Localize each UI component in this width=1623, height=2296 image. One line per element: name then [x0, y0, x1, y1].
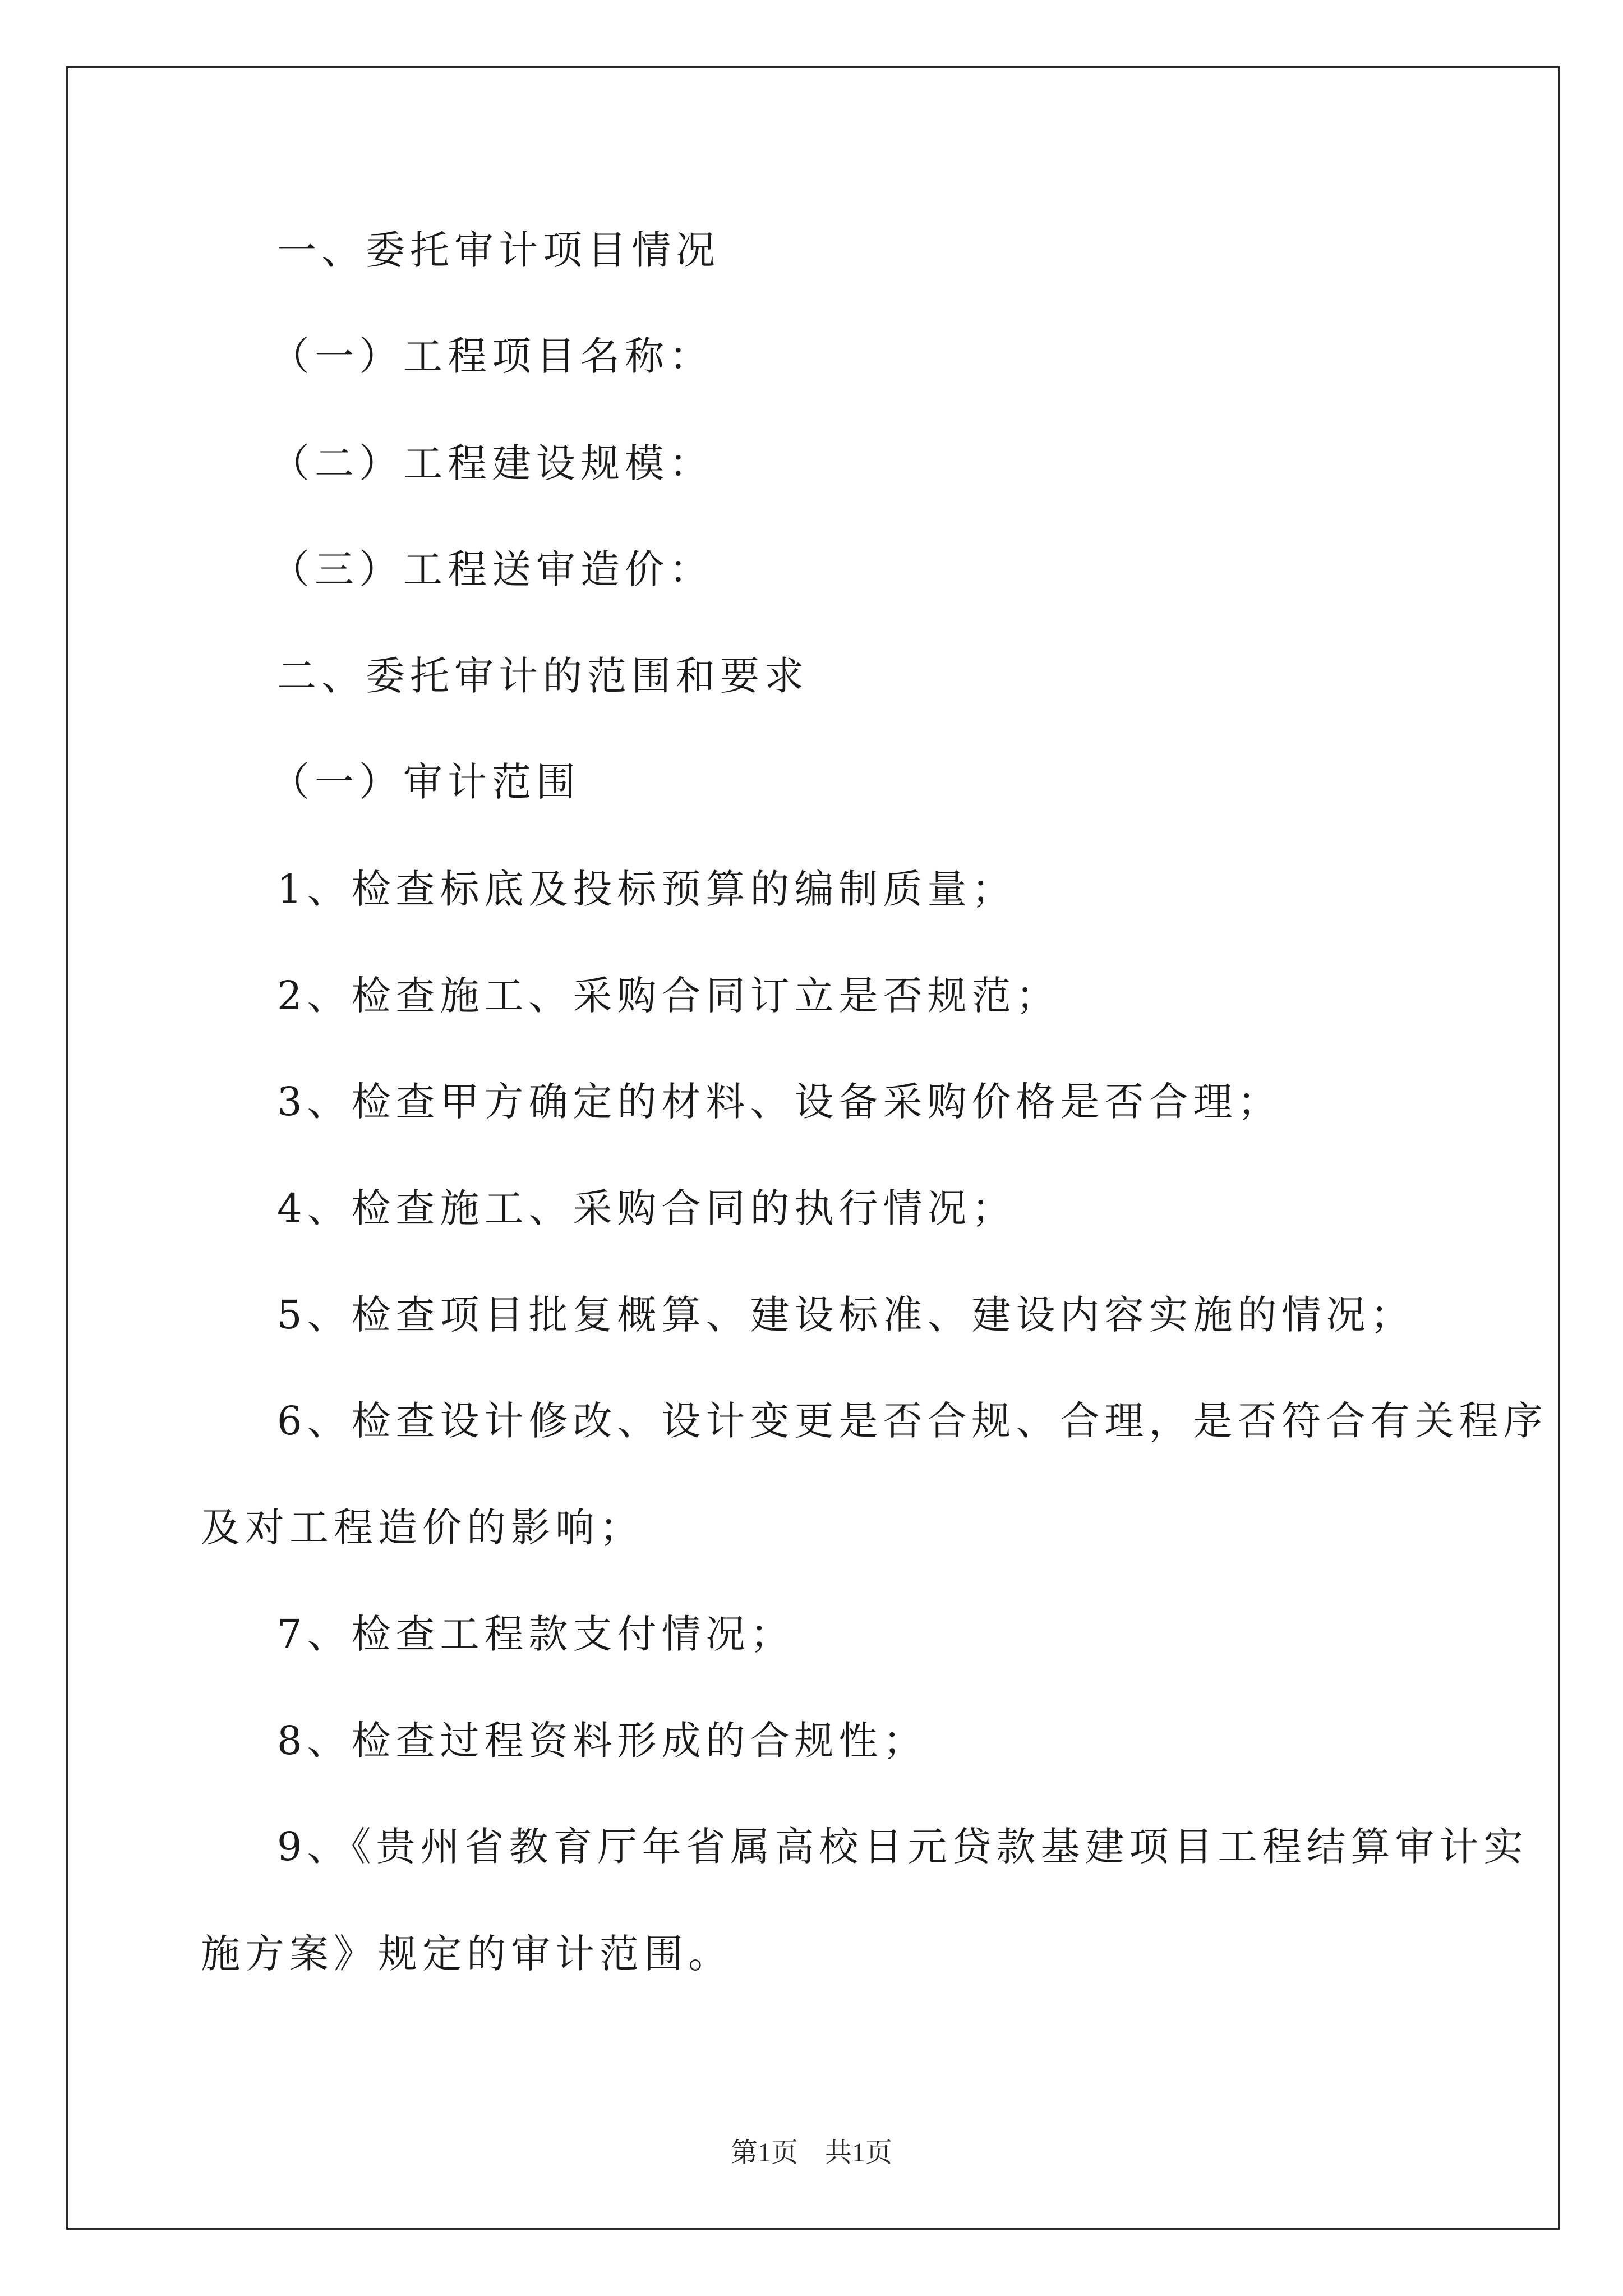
section-heading-2: 二、委托审计的范围和要求: [277, 653, 809, 699]
list-item-4: 4、检查施工、采购合同的执行情况；: [277, 1185, 1016, 1231]
subsection-project-cost: （三）工程送审造价：: [270, 546, 713, 592]
list-item-3: 3、检查甲方确定的材料、设备采购价格是否合理；: [277, 1079, 1282, 1125]
list-item-7: 7、检查工程款支付情况；: [277, 1611, 795, 1657]
page-border: [66, 66, 1560, 2230]
section-heading-1: 一、委托审计项目情况: [277, 227, 720, 273]
subsection-project-scale: （二）工程建设规模：: [270, 440, 713, 486]
list-item-8: 8、检查过程资料形成的合规性；: [277, 1718, 928, 1764]
list-item-5: 5、检查项目批复概算、建设标准、建设内容实施的情况；: [277, 1292, 1415, 1338]
subsection-audit-scope: （一）审计范围: [270, 759, 580, 805]
list-item-9-continued: 施方案》规定的审计范围。: [201, 1931, 732, 1977]
page-number: 第1页: [730, 2138, 798, 2168]
page-footer: [0, 2136, 1623, 2170]
list-item-9: 9、《贵州省教育厅年省属高校日元贷款基建项目工程结算审计实: [277, 1824, 1528, 1870]
list-item-1: 1、检查标底及投标预算的编制质量；: [277, 866, 1016, 912]
list-item-6: 6、检查设计修改、设计变更是否合规、合理，是否符合有关程序: [277, 1398, 1548, 1444]
list-item-6-continued: 及对工程造价的影响；: [201, 1504, 644, 1550]
list-item-2: 2、检查施工、采购合同订立是否规范；: [277, 973, 1061, 1019]
page-total: 共1页: [825, 2138, 893, 2168]
subsection-project-name: （一）工程项目名称：: [270, 333, 713, 379]
